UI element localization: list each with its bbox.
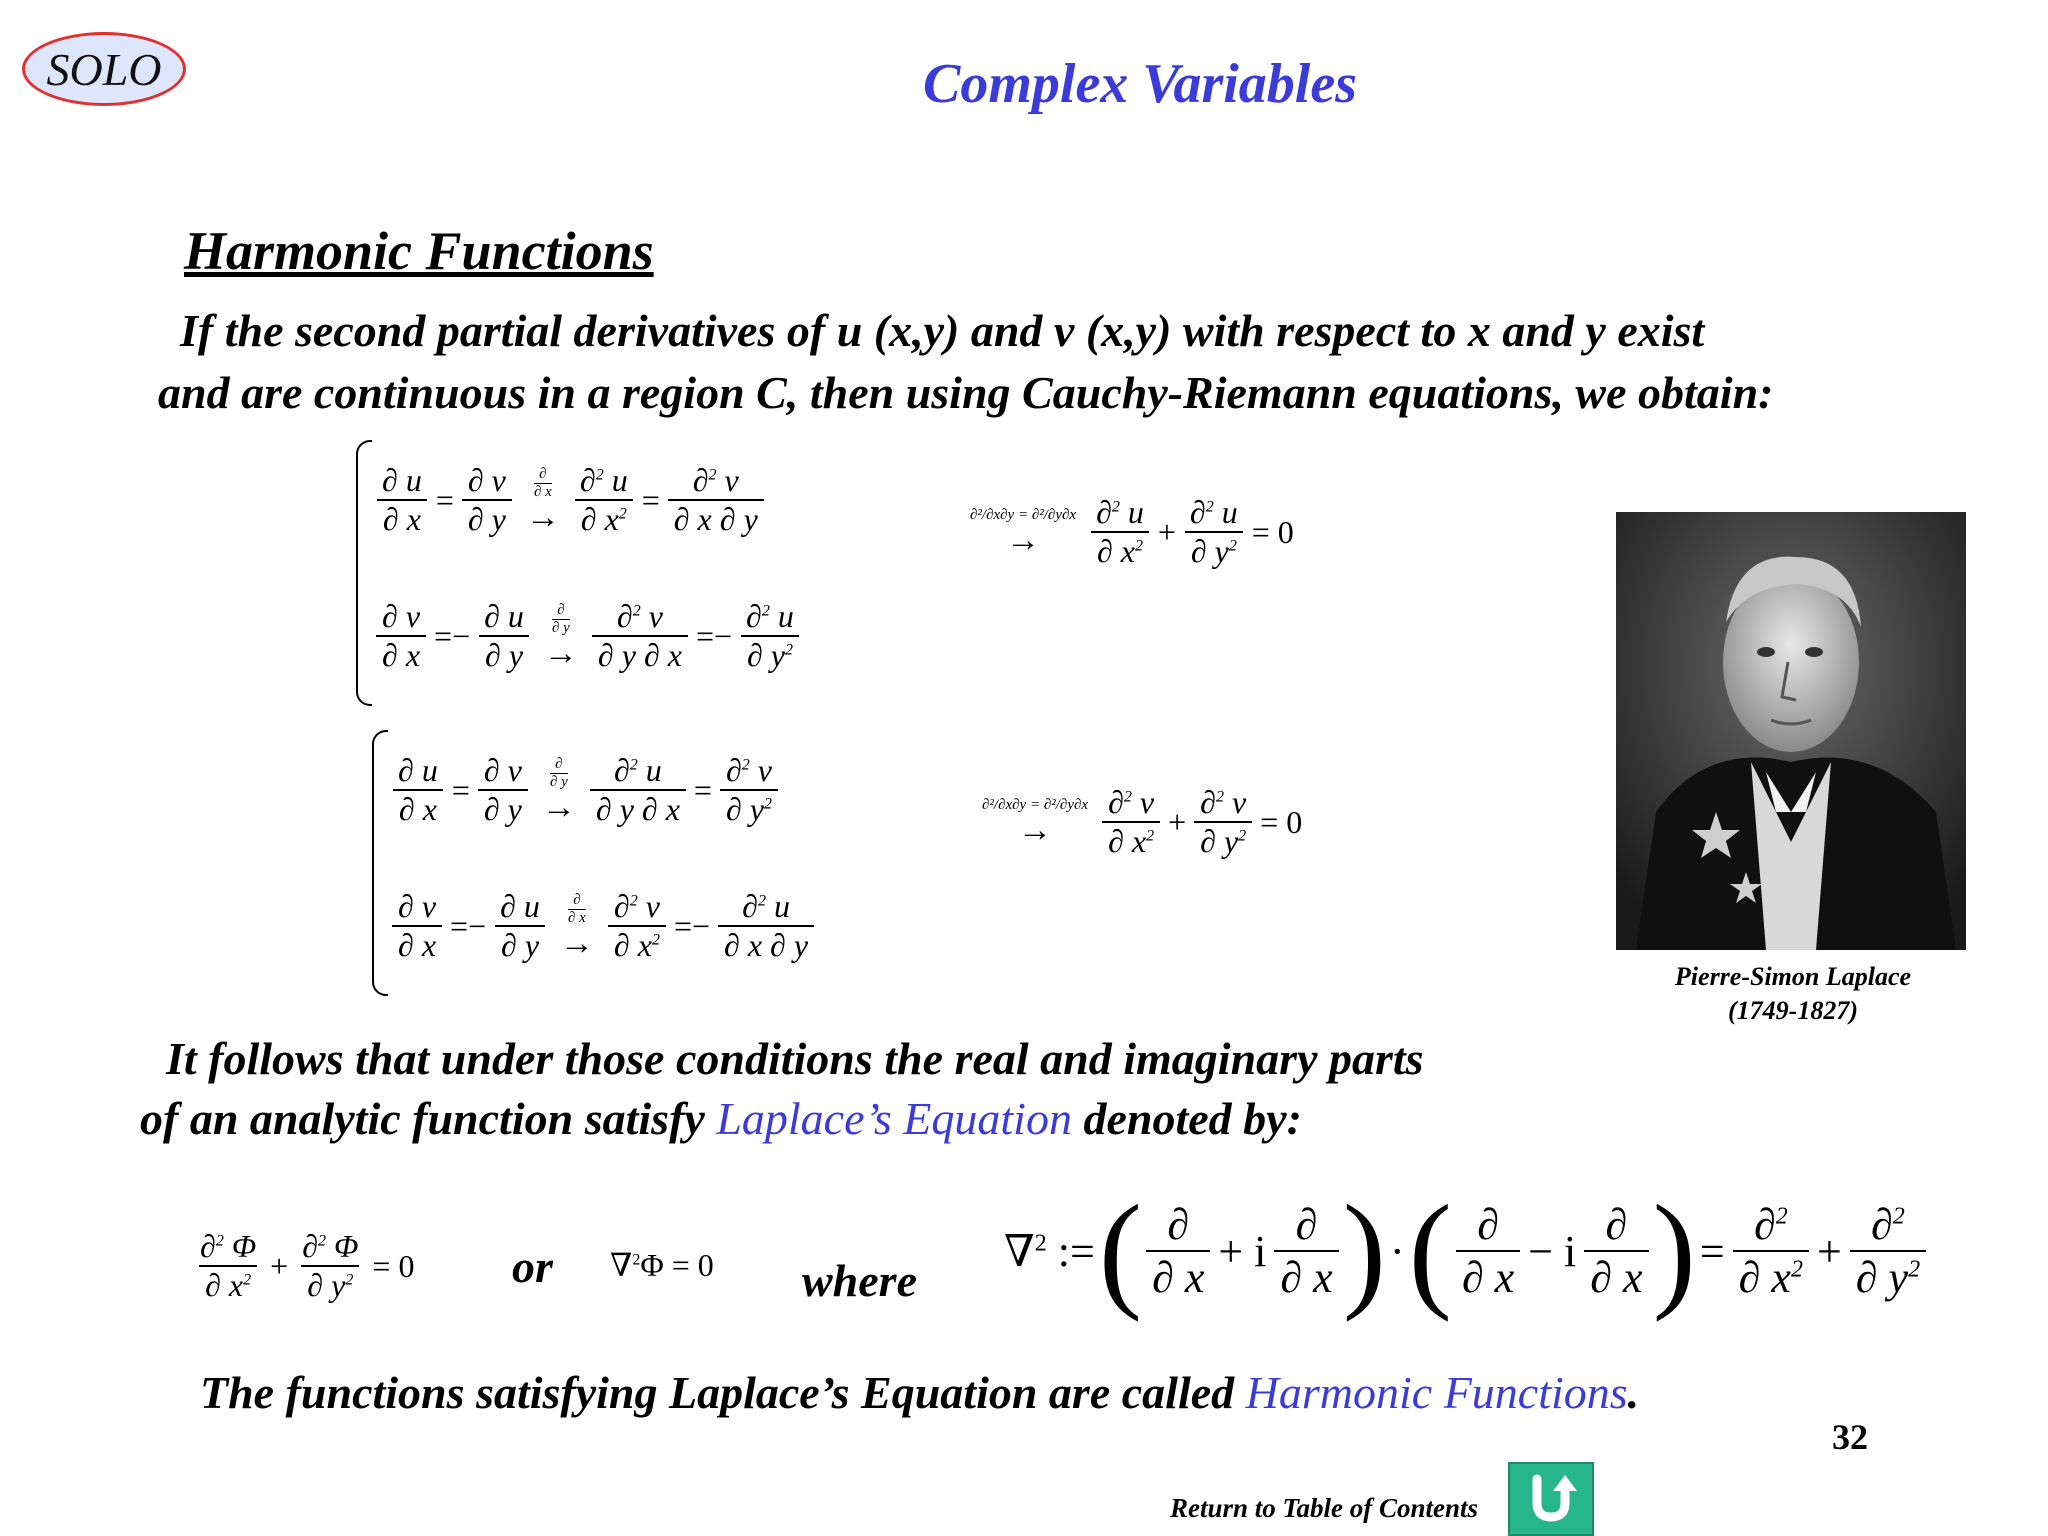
- eq1-row2: $\frac{\partial v}{\partial x}$ =− $\frac{\partial u}{\partial y}$ ∂ ∂ y → $\frac{\partial^2 v}{\partial y \partial x}$ =− $\frac{\partial^2 u}{\partial y^2}$: [372, 598, 804, 674]
- return-arrow-icon: [1523, 1469, 1579, 1530]
- conclusion-line-1: It follows that under those conditions the real and imaginary parts: [166, 1033, 1424, 1084]
- laplace-portrait: [1616, 512, 1966, 950]
- intro-line-1: If the second partial derivatives of u (x,y) and v (x,y) with respect to x and y exist: [180, 305, 1705, 356]
- harmonic-functions-term: Harmonic Functions: [1245, 1367, 1628, 1418]
- where-word: where: [802, 1255, 917, 1306]
- portrait-caption: [1620, 960, 1966, 1028]
- eq2-row2: $\frac{\partial v}{\partial x}$ =− $\frac{\partial u}{\partial y}$ ∂ ∂ x → $\frac{\partial^2 v}{\partial x^2}$ =− $\frac{\partial^2 u}{\partial x \partial y}$: [388, 888, 818, 964]
- conclusion-line-2-text-a: of an analytic function satisfy: [140, 1093, 717, 1144]
- conclusion-line-2: [140, 1092, 1302, 1145]
- final-statement: [200, 1366, 1639, 1419]
- return-to-toc-link[interactable]: Return to Table of Contents: [1170, 1493, 1479, 1523]
- eq2-result: ∂²/∂x∂y = ∂²/∂y∂x → $\frac{\partial^2 v}{\partial x^2}$ + $\frac{\partial^2 v}{\partial y^2}$ = 0: [982, 784, 1303, 859]
- laplacian-short-form: ∇$^2$Φ = 0: [610, 1247, 714, 1283]
- laplace-equation: $\frac{\partial^2 \Phi}{\partial x^2}$ + $\frac{\partial^2 \Phi}{\partial y^2}$ = 0: [200, 1228, 415, 1303]
- eq1-result: ∂²/∂x∂y = ∂²/∂y∂x → $\frac{\partial^2 u}{\partial x^2}$ + $\frac{\partial^2 u}{\partial y^2}$ = 0: [970, 494, 1294, 569]
- equation-brace-1: [356, 440, 372, 706]
- page-number: 32: [1832, 1417, 1868, 1457]
- conclusion-line-2-text-b: denoted by:: [1071, 1093, 1302, 1144]
- solo-badge: SOLO: [22, 32, 186, 106]
- portrait-caption-years: (1749-1827): [1728, 996, 1858, 1025]
- intro-line-2: and are continuous in a region C, then using Cauchy-Riemann equations, we obtain:: [158, 367, 1774, 418]
- or-word: or: [512, 1241, 553, 1292]
- final-statement-text-a: The functions satisfying Laplace’s Equation are called: [200, 1367, 1246, 1418]
- section-heading: Harmonic Functions: [184, 221, 654, 281]
- final-statement-text-b: .: [1627, 1367, 1640, 1418]
- portrait-caption-name: Pierre-Simon Laplace: [1674, 962, 1912, 991]
- laplacian-definition: ∇$^2$ := ( $\frac{\partial}{\partial x}$ + i $\frac{\partial}{\partial x}$ ) · ( $\frac{\partial}{\partial x}$ − i $\frac{\partial}{\partial x}$ ) = $\frac{\partial^2}{\partial x^2}$ + $\frac{\partial^2}{\partial y^2}$: [1000, 1186, 1930, 1316]
- slide-title: Complex Variables: [922, 53, 1358, 115]
- laplace-equation-term: Laplace’s Equation: [716, 1093, 1072, 1144]
- eq1-row1: $\frac{\partial u}{\partial x}$ = $\frac{\partial v}{\partial y}$ ∂ ∂ x → $\frac{\partial^2 u}{\partial x^2}$ = $\frac{\partial^2 v}{\partial x \partial y}$: [372, 462, 768, 538]
- return-to-toc-button[interactable]: [1508, 1462, 1594, 1536]
- eq2-row1: $\frac{\partial u}{\partial x}$ = $\frac{\partial v}{\partial y}$ ∂ ∂ y → $\frac{\partial^2 u}{\partial y \partial x}$ = $\frac{\partial^2 v}{\partial y^2}$: [388, 752, 782, 828]
- equation-brace-2: [372, 730, 388, 996]
